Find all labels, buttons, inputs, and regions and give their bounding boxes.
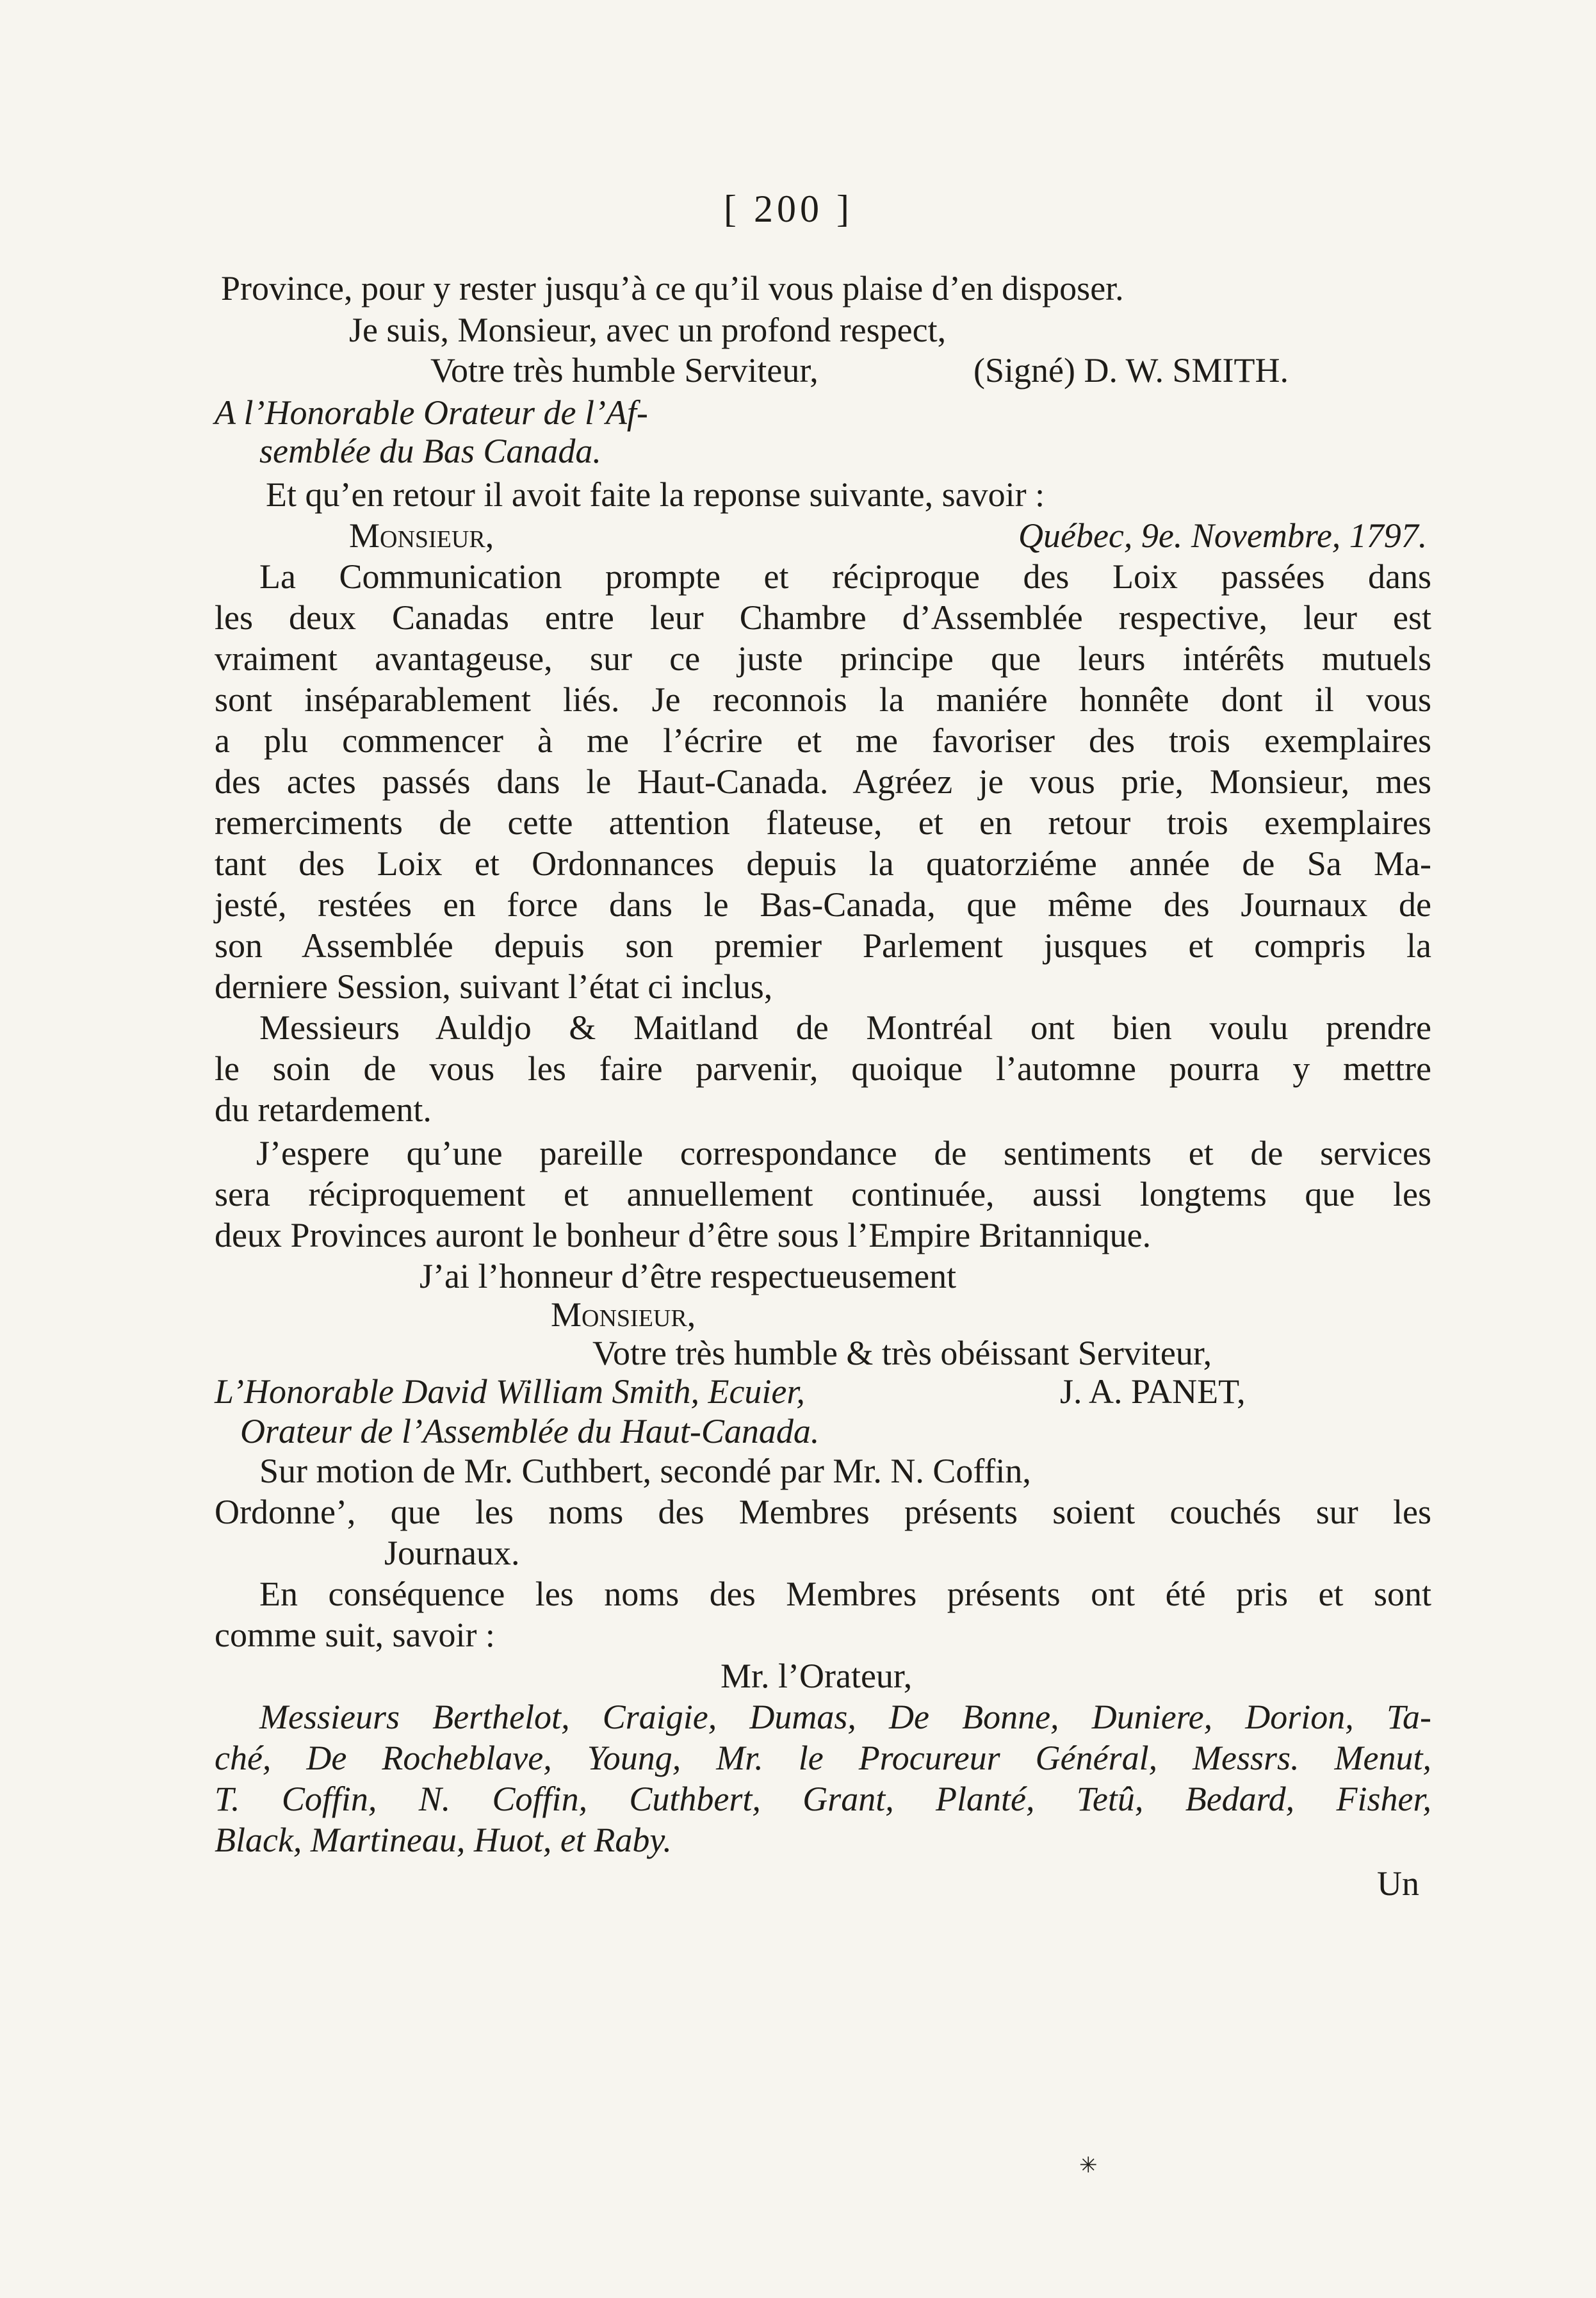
text-line: son Assemblée depuis son premier Parlement jusques et compris la: [215, 926, 1431, 965]
closing-line: Votre très humble & très obéissant Serviteur,: [592, 1334, 1212, 1372]
text-line: Ordonne’, que les noms des Membres présents soient couchés sur les: [215, 1493, 1431, 1531]
text-line: Mr. l’Orateur,: [721, 1657, 913, 1695]
text-line: remerciments de cette attention flateuse, et en retour trois exemplaires: [215, 803, 1431, 842]
catchword: Un: [1377, 1864, 1419, 1903]
addressee-line: Orateur de l’Assemblée du Haut-Canada.: [240, 1412, 820, 1450]
text-line: deux Provinces auront le bonheur d’être sous l’Empire Britannique.: [215, 1216, 1152, 1254]
dateline: Québec, 9e. Novembre, 1797.: [1018, 516, 1428, 555]
text-line: derniere Session, suivant l’état ci inclus,: [215, 967, 773, 1006]
text-line: Votre très humble Serviteur,: [430, 351, 818, 390]
signature-line: J. A. PANET,: [1060, 1372, 1246, 1411]
text-line: du retardement.: [215, 1090, 432, 1129]
signature-line: (Signé) D. W. SMITH.: [973, 351, 1289, 390]
text-line: Province, pour y rester jusqu’à ce qu’il vous plaise d’en disposer.: [221, 269, 1124, 308]
member-list-line: ché, De Rocheblave, Young, Mr. le Procureur Général, Messrs. Menut,: [215, 1739, 1431, 1777]
text-line: des actes passés dans le Haut-Canada. Agréez je vous prie, Monsieur, mes: [215, 762, 1431, 801]
page-number: [ 200 ]: [724, 188, 853, 230]
text-line: a plu commencer à me l’écrire et me favoriser des trois exemplaires: [215, 721, 1431, 760]
text-line: Messieurs Auldjo & Maitland de Montréal ont bien voulu prendre: [259, 1008, 1431, 1047]
text-line: sont inséparablement liés. Je reconnois la maniére honnête dont il vous: [215, 680, 1431, 719]
addressee-line: A l’Honorable Orateur de l’Af-: [215, 393, 648, 432]
salutation: Monsieur,: [551, 1295, 696, 1334]
closing-line: J’ai l’honneur d’être respectueusement: [419, 1257, 957, 1295]
text-line: sera réciproquement et annuellement continuée, aussi longtems que les: [215, 1175, 1431, 1213]
text-line: le soin de vous les faire parvenir, quoique l’automne pourra y mettre: [215, 1049, 1431, 1088]
salutation: Monsieur,: [349, 516, 494, 555]
text-line: Je suis, Monsieur, avec un profond respect,: [349, 311, 947, 349]
text-line: En conséquence les noms des Membres présents ont été pris et sont: [259, 1575, 1431, 1613]
text-line: comme suit, savoir :: [215, 1616, 495, 1654]
text-line: Sur motion de Mr. Cuthbert, secondé par Mr. N. Coffin,: [259, 1452, 1031, 1490]
text-line: jesté, restées en force dans le Bas-Canada, que même des Journaux de: [215, 885, 1431, 924]
member-list-line: Messieurs Berthelot, Craigie, Dumas, De Bonne, Duniere, Dorion, Ta-: [259, 1698, 1431, 1736]
addressee-line: L’Honorable David William Smith, Ecuier,: [215, 1372, 805, 1411]
addressee-line: semblée du Bas Canada.: [259, 432, 601, 470]
text-line: vraiment avantageuse, sur ce juste principe que leurs intérêts mutuels: [215, 639, 1431, 678]
ornament-mark: ✳: [1079, 2154, 1098, 2178]
text-line: La Communication prompte et réciproque des Loix passées dans: [259, 557, 1431, 596]
text-line: Et qu’en retour il avoit faite la reponse suivante, savoir :: [266, 475, 1045, 514]
member-list-line: Black, Martineau, Huot, et Raby.: [215, 1821, 672, 1859]
text-line: les deux Canadas entre leur Chambre d’Assemblée respective, leur est: [215, 598, 1431, 637]
text-line: Journaux.: [384, 1534, 520, 1572]
text-line: J’espere qu’une pareille correspondance de sentiments et de services: [256, 1134, 1431, 1172]
text-line: tant des Loix et Ordonnances depuis la quatorziéme année de Sa Ma-: [215, 844, 1431, 883]
member-list-line: T. Coffin, N. Coffin, Cuthbert, Grant, Planté, Tetû, Bedard, Fisher,: [215, 1780, 1431, 1818]
